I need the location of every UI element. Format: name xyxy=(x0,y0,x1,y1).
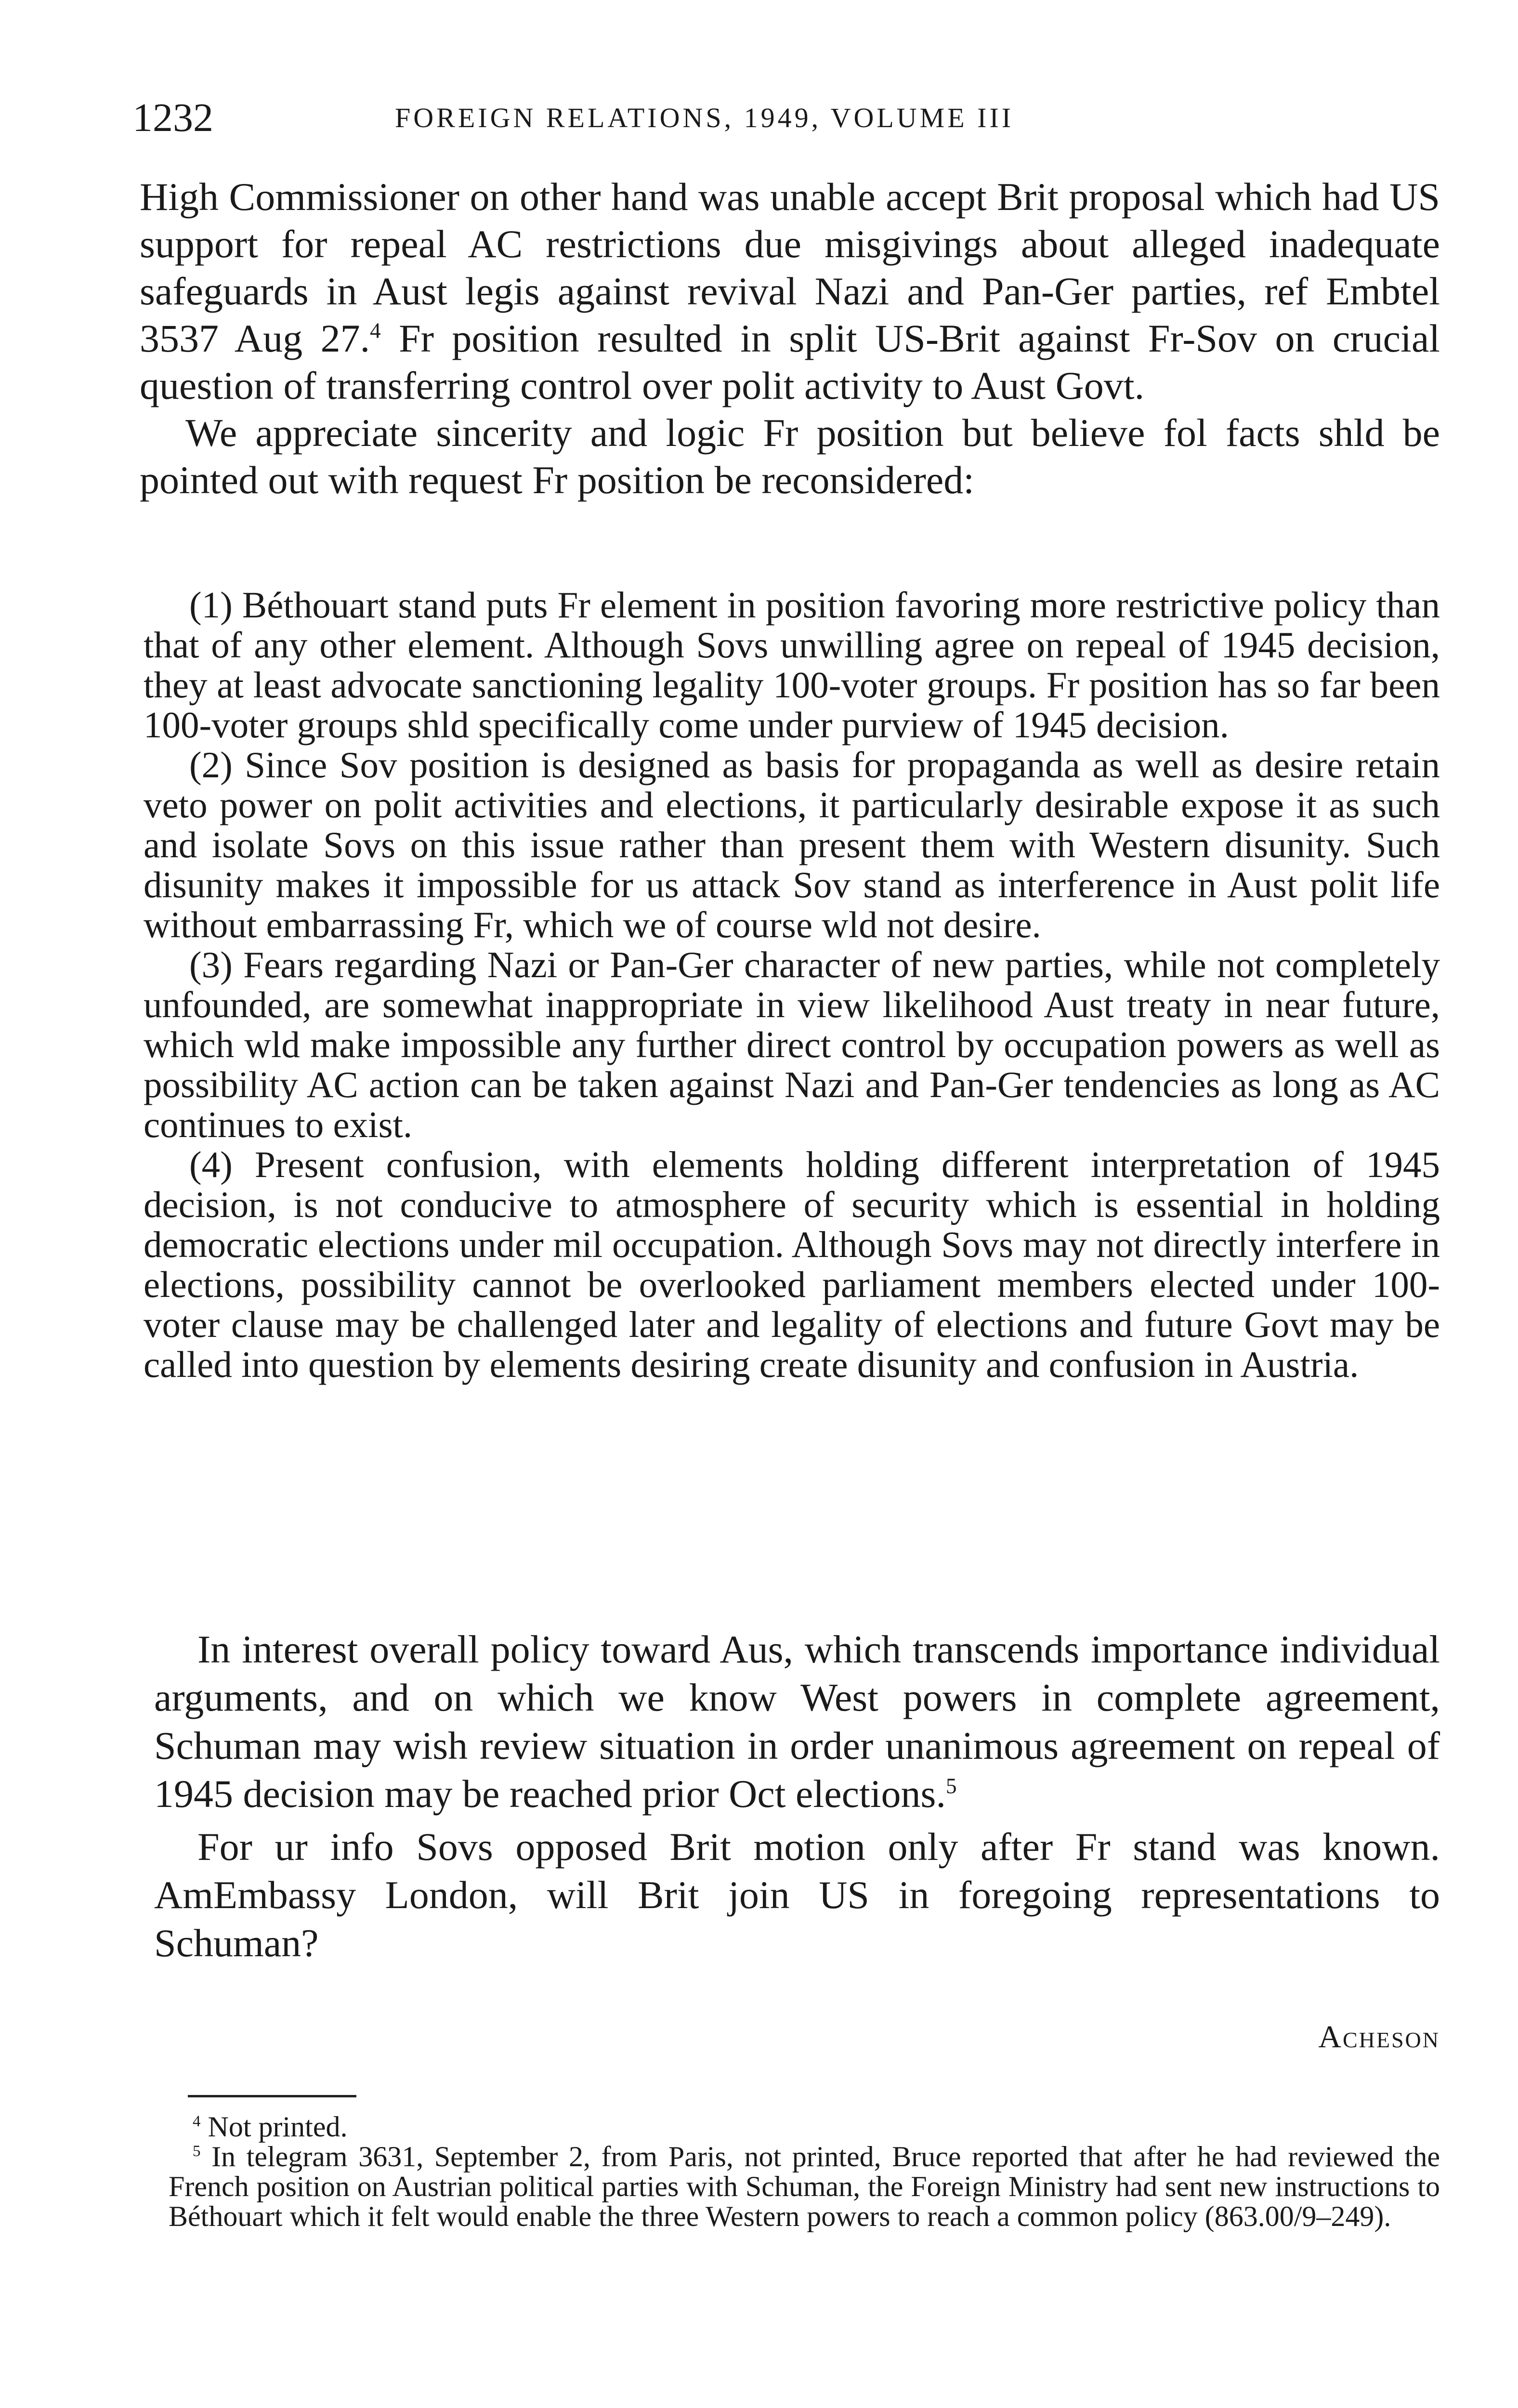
footnote-4 xyxy=(169,2112,1440,2142)
footnote-5-text: In telegram 3631, September 2, from Paris, not printed, Bruce reported that after he had reviewed the French position on Austrian political parties with Schuman, the Foreign Ministry had sent new instructions to Béthouart which it felt would enable the three Western powers to reach a common policy (863.00/9–249). xyxy=(169,2141,1440,2232)
point-1: (1) Béthouart stand puts Fr element in position favoring more restrictive policy than that of any other element. Although Sovs unwilling agree on repeal of 1945 decision, they at least advocate sanctioning legality 100-voter groups. Fr position has so far been 100-voter groups shld specifically come under purview of 1945 decision. xyxy=(144,584,1440,746)
footnote-ref-4: 4 xyxy=(370,318,381,343)
footnote-ref-5: 5 xyxy=(945,1774,957,1798)
intro-paragraph-1 xyxy=(140,173,1440,409)
intro-paragraph-1-end: Fr position resulted in split US-Brit against Fr-Sov on crucial question of transferring control over polit activity to Aust Govt. xyxy=(140,316,1440,407)
footnote-divider xyxy=(188,2095,356,2097)
intro-paragraph-1-text: High Commissioner on other hand was unable accept Brit proposal which had US support for repeal AC restrictions due misgivings about alleged inadequate safeguards in Aust legis against revival Nazi and Pan-Ger parties, ref Embtel 3537 Aug 27. xyxy=(140,175,1440,360)
page-number: 1232 xyxy=(132,95,213,140)
running-head: FOREIGN RELATIONS, 1949, VOLUME III xyxy=(395,102,1014,133)
footnote-5-marker: 5 xyxy=(193,2143,201,2160)
signature: Acheson xyxy=(1318,2019,1440,2055)
numbered-points xyxy=(144,585,1440,1385)
point-3: (3) Fears regarding Nazi or Pan-Ger character of new parties, while not completely unfounded, are somewhat inappropriate in view likelihood Aust treaty in near future, which wld make impossible any further direct control by occupation powers as well as possibility AC action can be taken against Nazi and Pan-Ger tendencies as long as AC continues to exist. xyxy=(144,944,1440,1145)
closing-paragraph-1-text: In interest overall policy toward Aus, which transcends importance individual arguments, and on which we know West powers in complete agreement, Schuman may wish review situation in order unanimous agreement on repeal of 1945 decision may be reached prior Oct elections. xyxy=(154,1627,1440,1816)
point-4: (4) Present confusion, with elements holding different interpretation of 1945 decision, is not conducive to atmosphere of security which is essential in holding democratic elections under mil occupation. Although Sovs may not directly interfere in elections, possibility cannot be overlooked parliament members elected under 100-voter clause may be challenged later and legality of elections and future Govt may be called into question by elements desiring create disunity and confusion in Austria. xyxy=(144,1144,1440,1385)
footnote-4-marker: 4 xyxy=(193,2113,201,2130)
footnote-5 xyxy=(169,2142,1440,2231)
closing-section xyxy=(154,1625,1440,1967)
closing-paragraph-1 xyxy=(154,1625,1440,1818)
point-2: (2) Since Sov position is designed as basis for propaganda as well as desire retain veto power on polit activities and elections, it particularly desirable expose it as such and isolate Sovs on this issue rather than present them with Western disunity. Such disunity makes it impossible for us attack Sov stand as interference in Aust polit life without embarrassing Fr, which we of course wld not desire. xyxy=(144,744,1440,945)
intro-paragraph-2: We appreciate sincerity and logic Fr position but believe fol facts shld be pointed out with request Fr position be reconsidered: xyxy=(140,411,1440,502)
closing-paragraph-2: For ur info Sovs opposed Brit motion only after Fr stand was known. AmEmbassy London, will Brit join US in foregoing representations to Schuman? xyxy=(154,1825,1440,1965)
footnote-4-text: Not printed. xyxy=(200,2111,348,2143)
intro-section xyxy=(140,173,1440,504)
footnotes xyxy=(169,2112,1440,2231)
page-header xyxy=(132,92,1442,144)
